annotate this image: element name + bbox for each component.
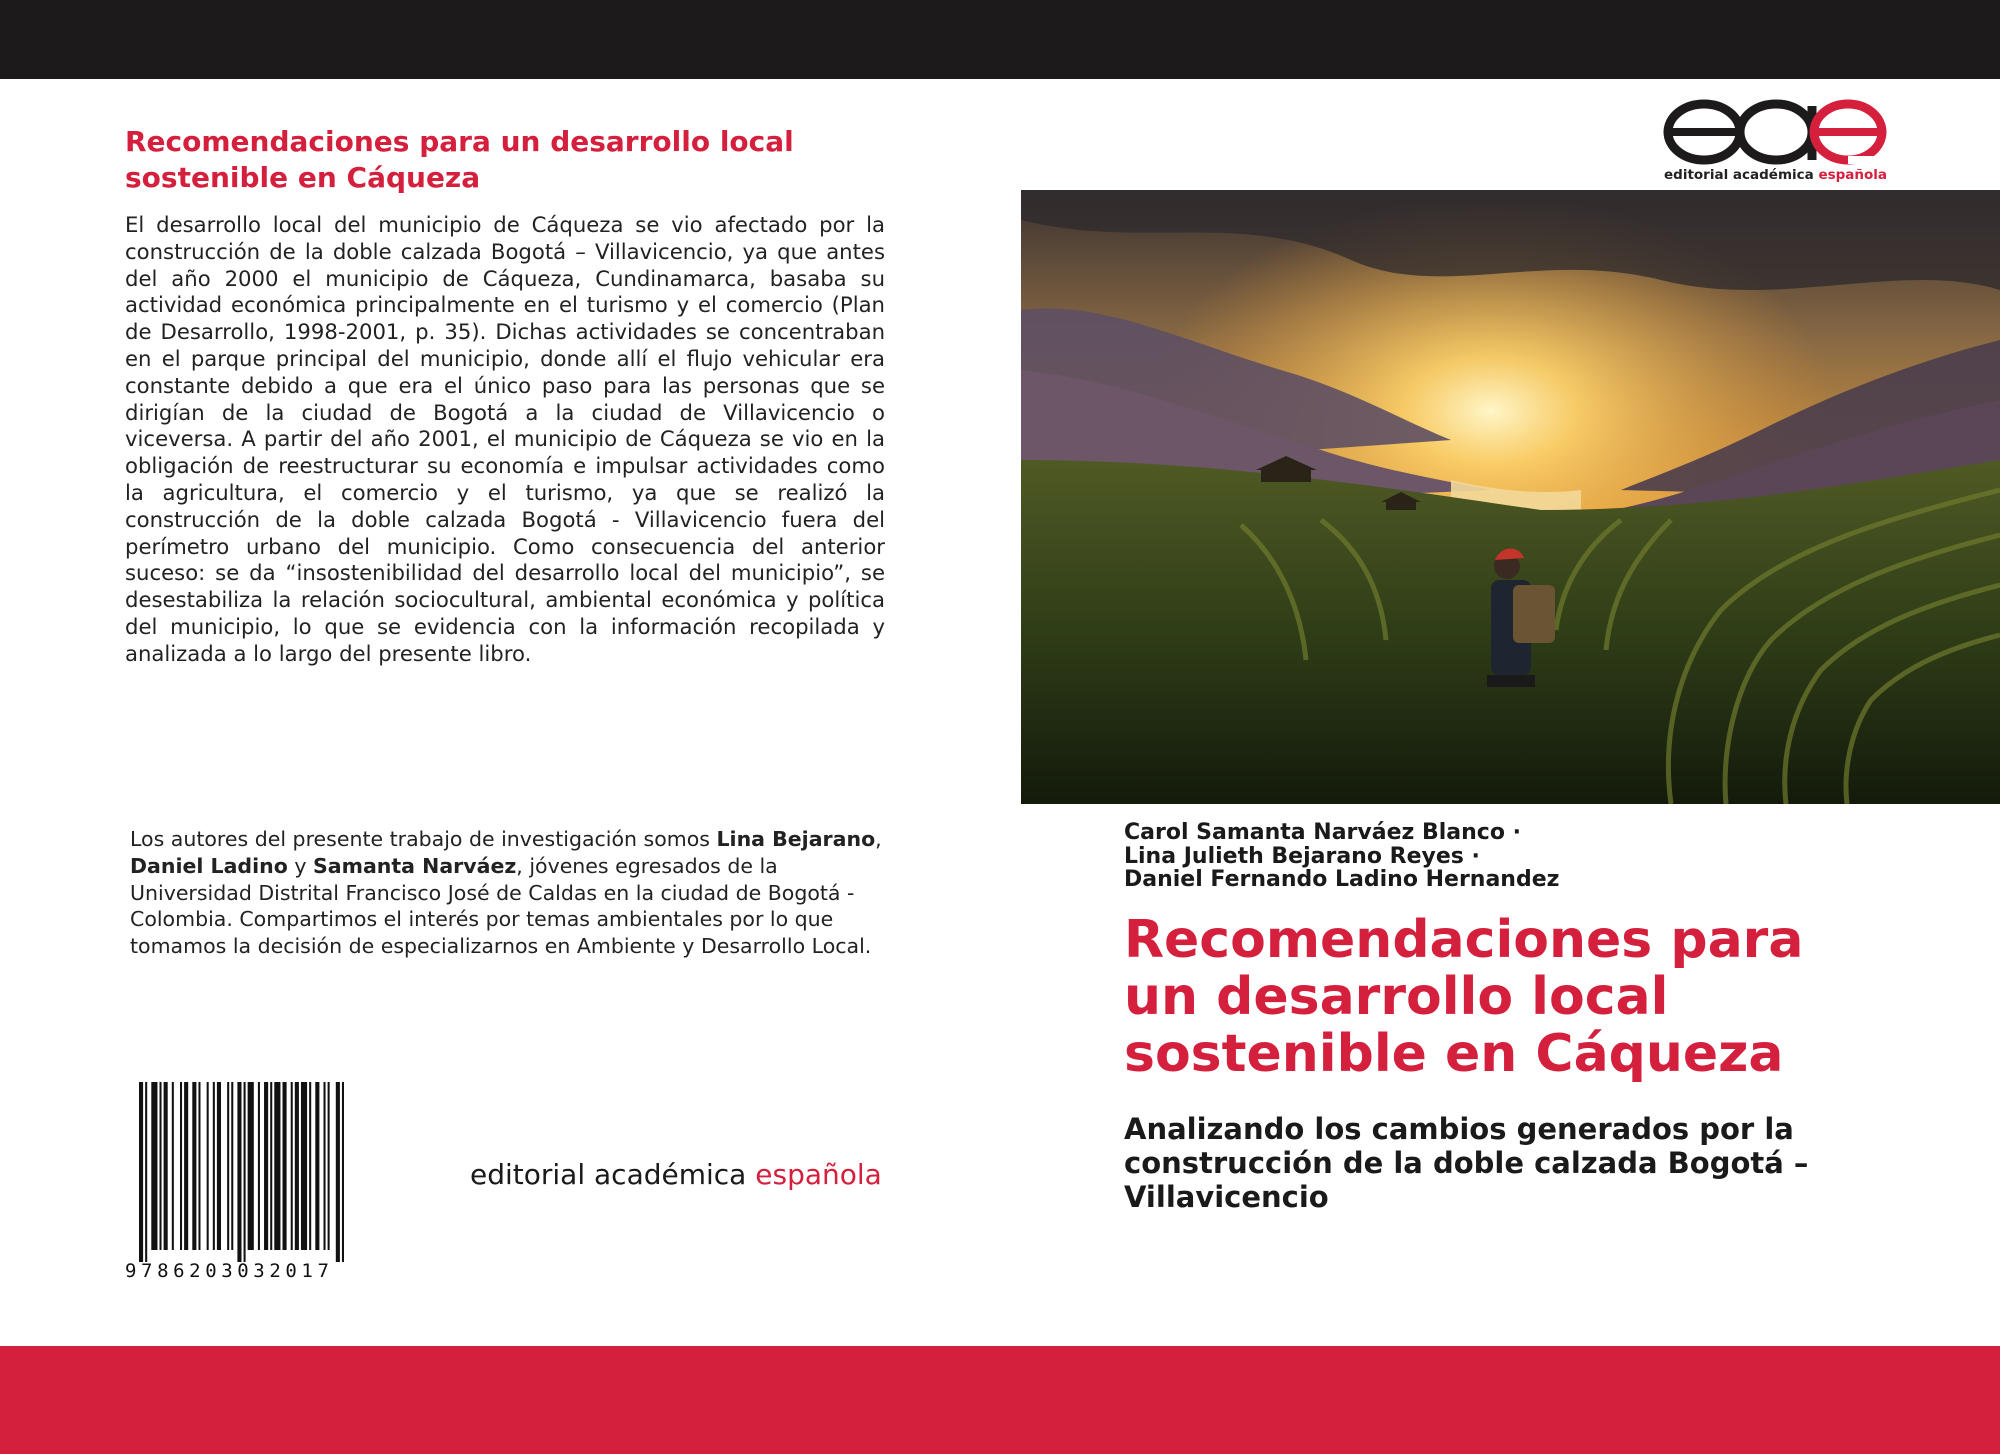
- barcode-bar: [151, 1082, 157, 1250]
- front-author-2: Lina Julieth Bejarano Reyes ·: [1124, 843, 1480, 869]
- barcode-bar: [309, 1082, 311, 1250]
- barcode-bar: [258, 1082, 260, 1250]
- front-cover-subtitle: [1124, 1112, 1944, 1214]
- barcode-bar: [180, 1082, 182, 1250]
- top-band: [0, 0, 2000, 79]
- front-cover-title: [1124, 912, 1944, 1083]
- barcode-bar: [217, 1082, 221, 1250]
- publisher-name-accent: española: [755, 1158, 882, 1191]
- bio-author-1: Lina Bejarano: [716, 827, 876, 851]
- front-author-3: Daniel Fernando Ladino Hernandez: [1124, 867, 1560, 892]
- back-publisher-name: [470, 1157, 890, 1193]
- front-title-line-3: sostenible en Cáqueza: [1124, 1024, 1784, 1084]
- bio-separator-2: y: [287, 853, 313, 878]
- bio-separator-1: ,: [875, 827, 882, 851]
- barcode-bar: [227, 1082, 229, 1250]
- logo-caption: [1664, 166, 1894, 184]
- front-authors: [1124, 821, 1884, 892]
- barcode-bar: [274, 1082, 280, 1250]
- barcode-bar: [328, 1082, 330, 1250]
- publisher-name-prefix: editorial académica: [470, 1158, 756, 1191]
- front-title-line-2: un desarrollo local: [1124, 967, 1669, 1027]
- barcode-bar: [248, 1082, 254, 1250]
- bio-rest: , jóvenes egresados de la Universidad Distrital Francisco José de Caldas en la ciudad de Bogotá - Colombia. Compartimos el interés por temas ambientales por lo que tomamos la decisión de especializarnos en Ambiente y Desarrollo Local.: [130, 853, 872, 959]
- bio-author-2: Daniel Ladino: [130, 853, 288, 878]
- bio-author-3: Samanta Narváez: [313, 853, 517, 878]
- front-title-line-1: Recomendaciones para: [1124, 910, 1804, 970]
- barcode-bar: [192, 1082, 196, 1250]
- barcode-bar: [295, 1082, 299, 1250]
- barcode-bar: [270, 1082, 272, 1250]
- back-title-line-2: sostenible en Cáqueza: [125, 161, 481, 194]
- barcode-bar: [198, 1082, 200, 1250]
- barcode-bar: [264, 1082, 268, 1250]
- bottom-band: [0, 1346, 2000, 1454]
- cover-photo: [1021, 190, 2000, 804]
- front-subtitle-line-1: Analizando los cambios generados por la: [1124, 1112, 1794, 1146]
- barcode-bar: [231, 1082, 233, 1250]
- barcode-bar: [237, 1082, 241, 1262]
- barcode-bar: [283, 1082, 287, 1250]
- back-cover-blurb: El desarrollo local del municipio de Cáqueza se vio afectado por la construcción de la doble calzada Bogotá – Villavicencio, ya que antes del año 2000 el municipio de Cáqueza, Cundinamarca, basaba su actividad económica principalmente en el turismo y el comercio (Plan de Desarrollo, 1998-2001, p. 35). Dichas actividades se concentraban en el parque principal del municipio, donde allí el flujo vehicular era constante debido a que era el único paso para las personas que se dirigían de la ciudad de Bogotá a la ciudad de Villavicencio o viceversa. A partir del año 2001, el municipio de Cáqueza se vio en la obligación de reestructurar su economía e impulsar actividades como la agricultura, el comercio y el turismo, ya que se realizó la construcción de la doble calzada Bogotá - Villavicencio fuera del perímetro urbano del municipio. Como consecuencia del anterior suceso: se da “insostenibilidad del desarrollo local del municipio”, se desestabiliza la relación sociocultural, ambiental económica y política del municipio, lo que se evidencia con la información recopilada y analizada a lo largo del presente libro.: [125, 212, 885, 666]
- front-author-1: Carol Samanta Narváez Blanco ·: [1124, 820, 1521, 845]
- barcode-bar: [244, 1082, 246, 1262]
- barcode-bar: [139, 1082, 143, 1262]
- barcode-bar: [336, 1082, 340, 1262]
- barcode-bar: [164, 1082, 168, 1250]
- barcode-bar: [184, 1082, 188, 1250]
- barcode-bar: [145, 1082, 147, 1262]
- barcode-bar: [301, 1082, 307, 1250]
- logo-caption-prefix: editorial académica: [1664, 167, 1819, 183]
- front-subtitle-line-2: construcción de la doble calzada Bogotá –: [1124, 1146, 1809, 1180]
- front-subtitle-line-3: Villavicencio: [1124, 1180, 1329, 1214]
- barcode-bar: [342, 1082, 344, 1262]
- isbn-digits: 9786203032017: [125, 1260, 334, 1282]
- barcode-bar: [172, 1082, 174, 1250]
- barcode-bar: [291, 1082, 293, 1250]
- barcode-bar: [160, 1082, 162, 1250]
- barcode-bar: [207, 1082, 209, 1250]
- barcode-bar: [213, 1082, 215, 1250]
- bio-intro: Los autores del presente trabajo de investigación somos: [130, 827, 717, 851]
- isbn-barcode: [125, 1082, 455, 1282]
- back-cover-title: [125, 124, 885, 196]
- back-title-line-1: Recomendaciones para un desarrollo local: [125, 125, 794, 158]
- barcode-bar: [324, 1082, 326, 1250]
- barcode-bar: [315, 1082, 319, 1250]
- barcode-bars: [125, 1082, 455, 1262]
- logo-caption-accent: española: [1818, 167, 1888, 183]
- authors-bio: [130, 826, 890, 960]
